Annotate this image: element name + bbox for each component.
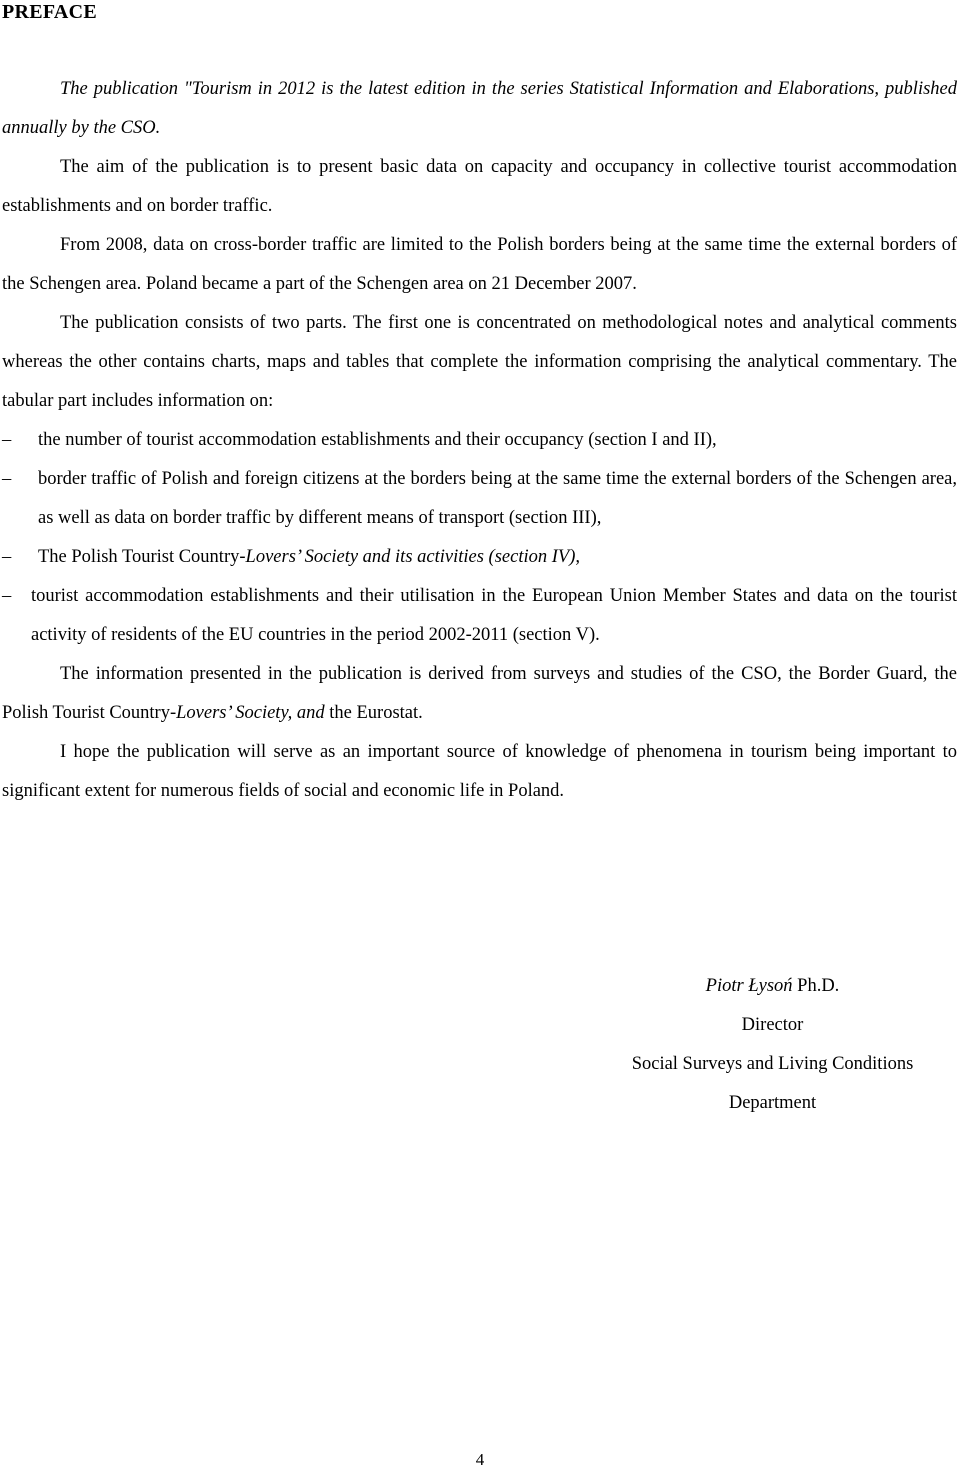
signatory-department-2: Department [728,1093,817,1113]
list-item-text: tourist accommodation establishments and their utilisation in the European Union Member States and data on the tourist activity of residents of the EU countries in the period 2002-2011 (section V). [31,586,957,645]
list-item [2,577,957,655]
sources-paragraph [2,655,957,733]
closing-paragraph: I hope the publication will serve as an important source of knowledge of phenomena in tourism being important to significant extent for numerous fields of social and economic life in Poland. [2,742,957,801]
list-item [2,538,957,577]
page-title: PREFACE [2,1,98,23]
signatory-degree: Ph.D. [792,976,840,996]
signatory-department: Social Surveys and Living Conditions [631,1054,914,1074]
sources-text: The information presented in the publication is derived from surveys and studies of the CSO, the Border Guard, the Polish Tourist Country- [2,664,957,723]
list-item [2,421,957,460]
list-item-text: border traffic of Polish and foreign citizens at the borders being at the same time the external borders of the Schengen area, as well as data on border traffic by different means of transport (section III), [38,469,957,528]
signatory-role: Director [741,1015,804,1035]
sources-text-end: the Eurostat. [324,703,423,723]
page-number: 4 [475,1450,485,1469]
aim-paragraph: The aim of the publication is to present basic data on capacity and occupancy in collective tourist accommodation establishments and on border traffic. [2,157,957,216]
border-traffic-paragraph: From 2008, data on cross-border traffic are limited to the Polish borders being at the same time the external borders of the Schengen area. Poland became a part of the Schengen area on 21 December 2007. [2,235,957,294]
dash-bullet: – [2,469,12,489]
signatory-line [600,967,945,1006]
contents-list [2,421,957,655]
intro-paragraph: The publication "Tourism in 2012 is the latest edition in the series Statistical Information and Elaborations, published annually by the CSO. [2,79,957,138]
preface-body [2,70,957,811]
list-item-text-italic: Lovers’ Society and its activities (section IV), [245,547,580,567]
dash-bullet: – [2,547,12,567]
structure-paragraph: The publication consists of two parts. The first one is concentrated on methodological notes and analytical comments whereas the other contains charts, maps and tables that complete the information comprising the analytical commentary. The tabular part includes information on: [2,313,957,411]
dash-bullet: – [2,586,12,606]
signatory-name: Piotr Łysoń [705,976,793,996]
sources-text-italic: Lovers’ Society, and [176,703,325,723]
list-item-text: The Polish Tourist Country- [38,547,246,567]
signature-block [600,967,945,1123]
list-item [2,460,957,538]
dash-bullet: – [2,430,12,450]
list-item-text: the number of tourist accommodation establishments and their occupancy (section I and II), [38,430,717,450]
